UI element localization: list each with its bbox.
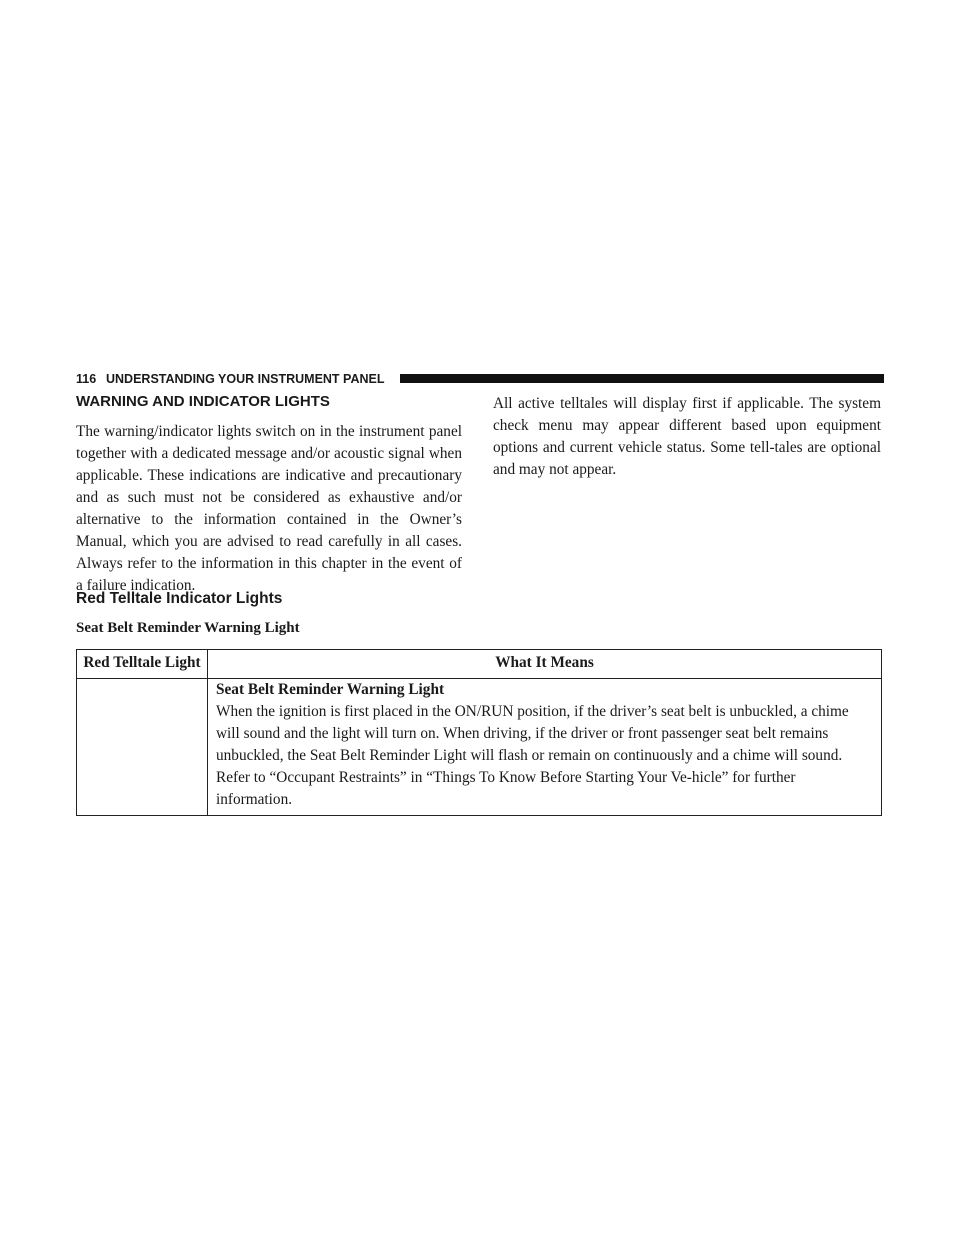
- intro-paragraph: The warning/indicator lights switch on in the instrument panel together with a dedicated message and/or acoustic signal when applicable. These indications are indicative and precautionary and as such must not be considered as exhaustive and/or alternative to the information contained in the Owner’s Manual, which you are advised to read carefully in all cases. Always refer to the information in this chapter in the event of a failure indication.: [76, 423, 462, 594]
- header-what-it-means: What It Means: [208, 650, 882, 679]
- telltale-display-paragraph: All active telltales will display first if applicable. The system check menu may appear different based upon equipment options and current vehicle status. Some tell-tales are optional and may not appear.: [493, 395, 881, 478]
- red-telltale-heading: Red Telltale Indicator Lights: [76, 590, 283, 607]
- table-row: [77, 679, 882, 816]
- left-column: [76, 393, 462, 597]
- header-red-telltale-light: Red Telltale Light: [77, 650, 208, 679]
- header-rule: [400, 374, 884, 383]
- table-description-cell: [208, 679, 882, 816]
- seat-belt-warning-icon: [77, 679, 208, 816]
- seat-belt-subheading: Seat Belt Reminder Warning Light: [76, 620, 300, 636]
- section-title: UNDERSTANDING YOUR INSTRUMENT PANEL: [106, 372, 385, 386]
- page-header: [76, 371, 884, 387]
- table-header-row: [77, 650, 882, 679]
- warning-lights-heading: WARNING AND INDICATOR LIGHTS: [76, 393, 330, 410]
- page-number: 116: [76, 372, 97, 386]
- row-description: When the ignition is first placed in the ON/RUN position, if the driver’s seat belt is unbuckled, a chime will sound and the light will turn on. When driving, if the driver or front passenger seat belt remains unbuckled, the Seat Belt Reminder Light will flash or remain on continuously and a chime will sound. Refer to “Occupant Restraints” in “Things To Know Before Starting Your Ve-hicle” for further information.: [216, 703, 849, 808]
- row-title: Seat Belt Reminder Warning Light: [216, 681, 445, 698]
- right-column: [493, 393, 881, 481]
- telltale-table: [76, 649, 882, 816]
